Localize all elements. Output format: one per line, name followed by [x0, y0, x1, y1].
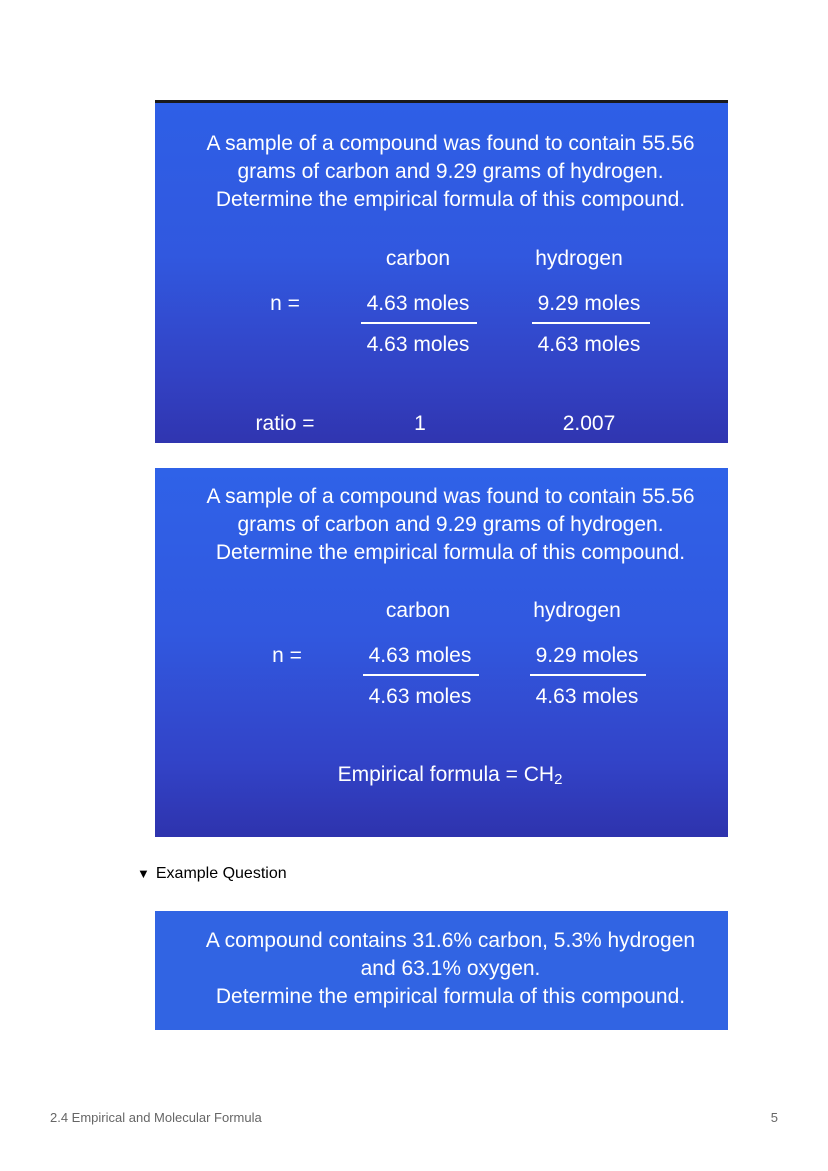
hydrogen-denominator: 4.63 moles	[537, 333, 641, 356]
example-question-toggle[interactable]	[137, 864, 287, 884]
formula-subscript: 2	[554, 771, 563, 788]
question-line: A compound contains 31.6% carbon, 5.3% hydrogen	[205, 929, 696, 952]
question-line: A sample of a compound was found to contain 55.56	[206, 485, 695, 508]
question-line: and 63.1% oxygen.	[360, 957, 541, 980]
carbon-numerator: 4.63 moles	[368, 644, 472, 667]
question-text	[173, 483, 728, 567]
hydrogen-fraction-line	[530, 674, 646, 676]
page-number: 5	[770, 1110, 778, 1125]
question-text	[173, 927, 728, 1011]
ratio-label: ratio =	[255, 412, 315, 435]
question-line: Determine the empirical formula of this compound.	[215, 188, 686, 211]
carbon-fraction-line	[361, 322, 477, 324]
question-line: grams of carbon and 9.29 grams of hydrogen.	[237, 160, 664, 183]
question-line: Determine the empirical formula of this compound.	[215, 985, 686, 1008]
carbon-fraction-line	[363, 674, 479, 676]
carbon-denominator: 4.63 moles	[368, 685, 472, 708]
question-text	[173, 130, 728, 214]
hydrogen-fraction-line	[532, 322, 650, 324]
triangle-down-icon: ▼	[137, 866, 150, 881]
carbon-header: carbon	[385, 247, 451, 270]
n-label: n =	[272, 644, 302, 667]
empirical-formula	[315, 762, 585, 788]
empirical-formula-text: Empirical formula = CH	[337, 763, 555, 786]
hydrogen-ratio: 2.007	[562, 412, 616, 435]
question-line: grams of carbon and 9.29 grams of hydrogen.	[237, 513, 664, 536]
carbon-numerator: 4.63 moles	[366, 292, 470, 315]
carbon-ratio: 1	[414, 412, 426, 435]
n-label: n =	[270, 292, 300, 315]
hydrogen-header: hydrogen	[535, 247, 623, 270]
question-line: A sample of a compound was found to contain 55.56	[206, 132, 695, 155]
carbon-denominator: 4.63 moles	[366, 333, 470, 356]
example-question-label: Example Question	[155, 865, 287, 882]
hydrogen-denominator: 4.63 moles	[535, 685, 639, 708]
footer-title: 2.4 Empirical and Molecular Formula	[50, 1110, 262, 1125]
hydrogen-header: hydrogen	[533, 599, 621, 622]
slide-carbon-hydrogen-ratio	[155, 100, 728, 443]
slide-empirical-formula-result	[155, 468, 728, 837]
carbon-header: carbon	[385, 599, 451, 622]
slide-example-question	[155, 911, 728, 1030]
question-line: Determine the empirical formula of this compound.	[215, 541, 686, 564]
hydrogen-numerator: 9.29 moles	[537, 292, 641, 315]
hydrogen-numerator: 9.29 moles	[535, 644, 639, 667]
